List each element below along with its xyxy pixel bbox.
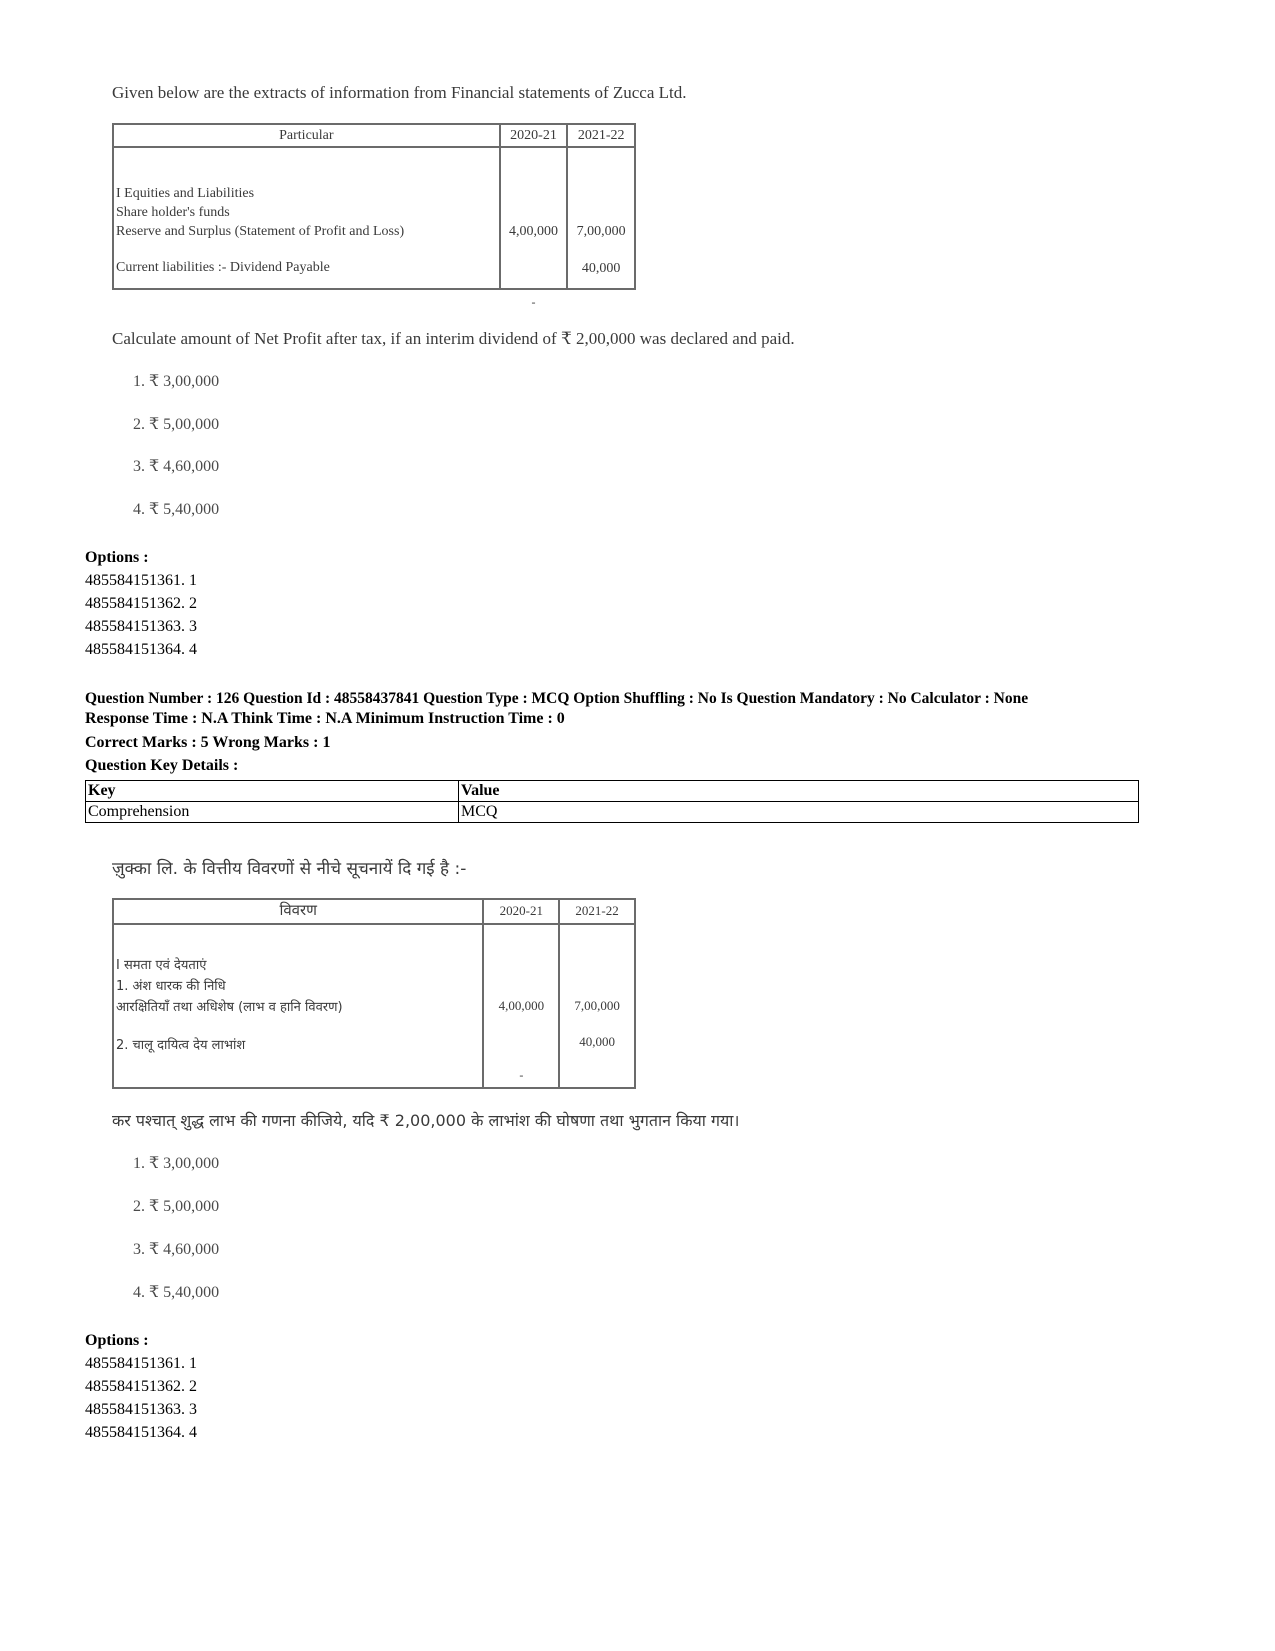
q1-option-item-4: 485584151364. 4 xyxy=(85,641,197,658)
q2-meta-block xyxy=(85,689,1195,729)
q2-choice-3: 3. ₹ 4,60,000 xyxy=(133,1241,220,1258)
q1-options-label: Options : xyxy=(85,549,149,566)
q1-financial-table xyxy=(112,123,636,309)
q2-key-cell: Comprehension xyxy=(86,802,459,823)
q2-options-block xyxy=(85,1329,197,1444)
q2-col-2021 xyxy=(559,924,635,1088)
q1-intro-text: Given below are the extracts of information from Financial statements of Zucca Ltd. xyxy=(112,83,687,102)
q2-key-details-label: Question Key Details : xyxy=(85,757,239,774)
q2-option-item-3: 485584151363. 3 xyxy=(85,1401,197,1418)
q2-meta-line2: Response Time : N.A Think Time : N.A Minimum Instruction Time : 0 xyxy=(85,710,565,727)
q1-option-item-1: 485584151361. 1 xyxy=(85,572,197,589)
q2-question-text: कर पश्चात् शुद्ध लाभ की गणना कीजिये, यदि ₹ 2,00,000 के लाभांश की घोषणा तथा भुगतान किया गया। xyxy=(112,1111,740,1130)
q2-dividend-2021: 40,000 xyxy=(579,1034,615,1049)
q2-col-2020 xyxy=(483,924,559,1088)
q2-dividend-2020: - xyxy=(519,1068,524,1082)
q2-line-shareholders: 1. अंश धारक की निधि xyxy=(116,979,226,994)
q2-options-label: Options : xyxy=(85,1332,149,1349)
q1-line-reserve: Reserve and Surplus (Statement of Profit and Loss) xyxy=(116,224,405,239)
q2-option-item-4: 485584151364. 4 xyxy=(85,1424,197,1441)
q2-key-table xyxy=(85,780,1139,823)
q1-line-current-liabilities: Current liabilities :- Dividend Payable xyxy=(116,260,330,275)
q2-option-item-1: 485584151361. 1 xyxy=(85,1355,197,1372)
q1-option-item-2: 485584151362. 2 xyxy=(85,595,197,612)
q2-choice-4: 4. ₹ 5,40,000 xyxy=(133,1284,220,1301)
q2-choice-2: 2. ₹ 5,00,000 xyxy=(133,1198,220,1215)
q2-particular-cell xyxy=(113,924,483,1088)
q2-key-header: Key xyxy=(86,781,459,802)
q1-header-2021: 2021-22 xyxy=(567,124,635,147)
q1-choice-3: 3. ₹ 4,60,000 xyxy=(133,458,220,475)
q2-value-cell: MCQ xyxy=(459,802,1139,823)
q2-line-current-liabilities: 2. चालू दायित्व देय लाभांश xyxy=(116,1038,246,1053)
q2-header-2021: 2021-22 xyxy=(559,899,635,924)
q2-value-header: Value xyxy=(459,781,1139,802)
q1-dividend-2021: 40,000 xyxy=(581,261,621,276)
q1-options-block xyxy=(85,546,197,661)
q2-header-2020: 2020-21 xyxy=(483,899,559,924)
q1-col-2021 xyxy=(567,147,635,289)
q1-line-equities: I Equities and Liabilities xyxy=(116,186,255,201)
q1-choice-4: 4. ₹ 5,40,000 xyxy=(133,501,220,518)
q2-intro-text: ज़ुक्का लि. के वित्तीय विवरणों से नीचे सूचनायें दि गई है :- xyxy=(112,859,467,879)
q1-question-text: Calculate amount of Net Profit after tax, if an interim dividend of ₹ 2,00,000 was declared and paid. xyxy=(112,329,795,348)
q2-header-particular: विवरण xyxy=(113,899,483,924)
q1-header-2020: 2020-21 xyxy=(500,124,568,147)
q1-reserve-2021: 7,00,000 xyxy=(576,224,626,239)
q1-reserve-2020: 4,00,000 xyxy=(509,224,558,239)
q2-financial-table xyxy=(112,898,636,1089)
q2-option-item-2: 485584151362. 2 xyxy=(85,1378,197,1395)
q2-reserve-2020: 4,00,000 xyxy=(498,998,545,1013)
q1-particular-cell xyxy=(113,147,500,289)
q1-line-shareholders: Share holder's funds xyxy=(116,205,230,220)
q1-choice-1: 1. ₹ 3,00,000 xyxy=(133,373,220,390)
q2-line-equities: I समता एवं देयताएं xyxy=(116,958,207,973)
q1-dividend-2020: - xyxy=(531,295,536,309)
q1-header-particular: Particular xyxy=(113,124,500,147)
q1-col-2020 xyxy=(500,147,568,309)
q2-marks: Correct Marks : 5 Wrong Marks : 1 xyxy=(85,734,331,751)
q2-meta-line1: Question Number : 126 Question Id : 48558437841 Question Type : MCQ Option Shuffling : No Is Question Mandatory : No Calculator : None xyxy=(85,690,1029,707)
q1-choice-2: 2. ₹ 5,00,000 xyxy=(133,416,220,433)
q1-option-item-3: 485584151363. 3 xyxy=(85,618,197,635)
q2-reserve-2021: 7,00,000 xyxy=(574,998,620,1013)
q2-choice-1: 1. ₹ 3,00,000 xyxy=(133,1155,220,1172)
q2-line-reserve: आरक्षितियाँ तथा अधिशेष (लाभ व हानि विवरण) xyxy=(116,1000,343,1015)
